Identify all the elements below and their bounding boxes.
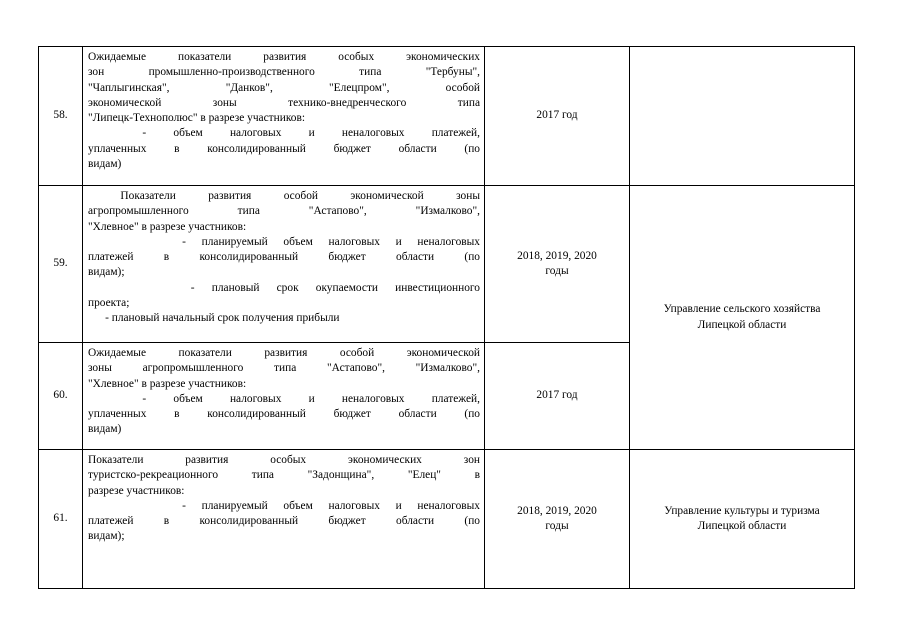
responsible-organization bbox=[630, 450, 855, 589]
description-line: платежей в консолидированный бюджет области (по bbox=[88, 251, 480, 264]
org-line: Липецкой области bbox=[697, 318, 787, 331]
description-line: "Хлевное" в разрезе участников: bbox=[88, 377, 247, 390]
description-line: Ожидаемые показатели развития особой экономической bbox=[88, 347, 480, 359]
description-line: "Липецк-Технополюс" в разрезе участников: bbox=[88, 112, 306, 125]
org-line: Управление культуры и туризма bbox=[664, 504, 820, 517]
reporting-period: 2017 год bbox=[485, 47, 630, 186]
org-line: Управление сельского хозяйства bbox=[663, 303, 821, 316]
description-line: - объем налоговых и неналоговых платежей, bbox=[88, 127, 480, 140]
description-line: - планируемый объем налоговых и неналоговых bbox=[88, 235, 480, 248]
description-line: платежей в консолидированный бюджет области (по bbox=[88, 515, 480, 528]
description-line: - плановый начальный срок получения прибыли bbox=[88, 312, 340, 325]
responsible-organization bbox=[630, 186, 855, 450]
period-line: годы bbox=[545, 265, 569, 277]
period-line: 2018, 2019, 2020 bbox=[517, 504, 597, 517]
description-line: туристско-рекреационного типа "Задонщина", "Елец" в bbox=[88, 469, 480, 482]
reporting-period bbox=[485, 186, 630, 343]
indicator-description bbox=[83, 343, 485, 450]
period-line: годы bbox=[545, 520, 569, 532]
description-line: проекта; bbox=[88, 297, 130, 310]
indicator-description bbox=[83, 450, 485, 589]
description-line: видам); bbox=[88, 266, 125, 279]
responsible-organization bbox=[630, 47, 855, 186]
row-number: 60. bbox=[39, 343, 83, 450]
table-row bbox=[39, 186, 855, 343]
description-line: "Хлевное" в разрезе участников: bbox=[88, 220, 247, 233]
description-line: агропромышленного типа "Астапово", "Измалково", bbox=[88, 205, 480, 218]
description-line: уплаченных в консолидированный бюджет области (по bbox=[88, 142, 480, 155]
description-line: - планируемый объем налоговых и неналоговых bbox=[88, 499, 480, 512]
description-line: - плановый срок окупаемости инвестиционного bbox=[88, 281, 480, 294]
description-line: зон промышленно-производственного типа "Тербуны", bbox=[88, 66, 480, 79]
reporting-period: 2017 год bbox=[485, 343, 630, 450]
table-row bbox=[39, 47, 855, 186]
indicator-description bbox=[83, 186, 485, 343]
description-line: разрезе участников: bbox=[88, 484, 185, 497]
description-line: уплаченных в консолидированный бюджет области (по bbox=[88, 408, 480, 421]
description-line: видам) bbox=[88, 158, 122, 171]
row-number: 59. bbox=[39, 186, 83, 343]
description-line: видам) bbox=[88, 423, 122, 436]
description-line: зоны агропромышленного типа "Астапово", "Измалково", bbox=[88, 362, 480, 375]
description-line: Ожидаемые показатели развития особых экономических bbox=[88, 51, 480, 63]
description-line: - объем налоговых и неналоговых платежей, bbox=[88, 392, 480, 405]
description-line: экономической зоны технико-внедренческого типа bbox=[88, 96, 480, 109]
row-number: 58. bbox=[39, 47, 83, 186]
org-line: Липецкой области bbox=[697, 520, 787, 532]
period-line: 2018, 2019, 2020 bbox=[517, 249, 597, 262]
reporting-period bbox=[485, 450, 630, 589]
indicator-description bbox=[83, 47, 485, 186]
indicators-table bbox=[38, 46, 855, 589]
table-row bbox=[39, 450, 855, 589]
description-line: Показатели развития особых экономических зон bbox=[88, 454, 480, 466]
description-line: видам); bbox=[88, 530, 125, 543]
row-number: 61. bbox=[39, 450, 83, 589]
description-line: "Чаплыгинская", "Данков", "Елецпром", особой bbox=[88, 81, 480, 94]
description-line: Показатели развития особой экономической зоны bbox=[88, 190, 480, 202]
